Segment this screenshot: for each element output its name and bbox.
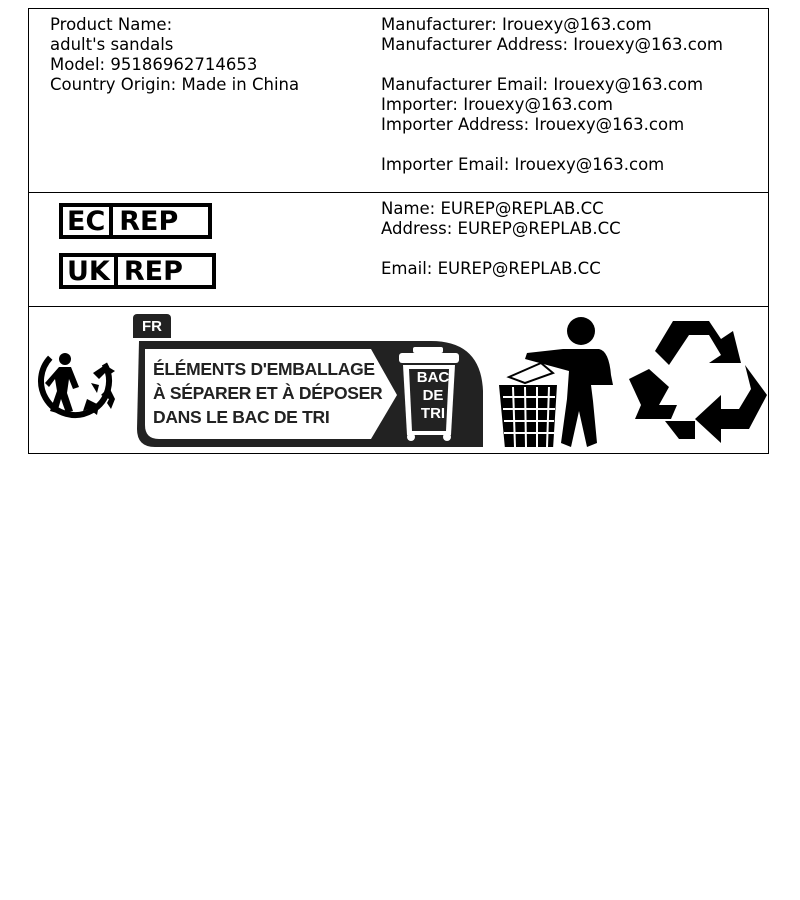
manufacturer-address: Manufacturer Address: Irouexy@163.com	[381, 35, 724, 54]
rep-name: Name: EUREP@REPLAB.CC	[381, 199, 604, 218]
fr-badge: FR	[133, 314, 171, 338]
product-model: Model: 95186962714653	[50, 55, 258, 74]
uk-rep-prefix: UK	[63, 257, 118, 285]
spacer	[381, 55, 723, 75]
rep-email: Email: EUREP@REPLAB.CC	[381, 259, 601, 278]
manufacturer-details	[381, 15, 723, 175]
representative-details	[381, 199, 621, 279]
manufacturer: Manufacturer: Irouexy@163.com	[381, 15, 652, 34]
rep-address: Address: EUREP@REPLAB.CC	[381, 219, 621, 238]
importer-email: Importer Email: Irouexy@163.com	[381, 155, 665, 174]
importer: Importer: Irouexy@163.com	[381, 95, 613, 114]
recycling-section	[29, 307, 768, 453]
product-details	[50, 15, 299, 95]
product-name: adult's sandals	[50, 35, 174, 54]
recycle-icon	[625, 309, 767, 451]
uk-rep-suffix: REP	[123, 255, 183, 287]
product-info-section	[29, 9, 768, 193]
spacer	[381, 239, 621, 259]
ec-rep-suffix: REP	[119, 205, 179, 237]
bin-label-line: BAC	[416, 369, 450, 386]
sorting-line: À SÉPARER ET À DÉPOSER	[153, 383, 383, 403]
bin-icon	[405, 369, 461, 423]
country-origin: Country Origin: Made in China	[50, 75, 300, 94]
sorting-line: DANS LE BAC DE TRI	[153, 407, 330, 427]
sorting-instructions	[153, 357, 382, 429]
uk-rep-symbol	[59, 253, 216, 289]
ec-rep-prefix: EC	[63, 207, 113, 235]
product-name-heading: Product Name:	[50, 15, 173, 34]
bin-label-line: DE	[422, 387, 444, 404]
manufacturer-email: Manufacturer Email: Irouexy@163.com	[381, 75, 704, 94]
ec-rep-symbol	[59, 203, 212, 239]
bin-label-line: TRI	[420, 405, 446, 422]
triman-icon	[35, 337, 121, 423]
importer-address: Importer Address: Irouexy@163.com	[381, 115, 685, 134]
tidy-man-icon	[495, 315, 617, 447]
product-label	[28, 8, 769, 454]
representative-section	[29, 193, 768, 307]
spacer	[381, 135, 723, 155]
sorting-line: ÉLÉMENTS D'EMBALLAGE	[153, 359, 375, 379]
